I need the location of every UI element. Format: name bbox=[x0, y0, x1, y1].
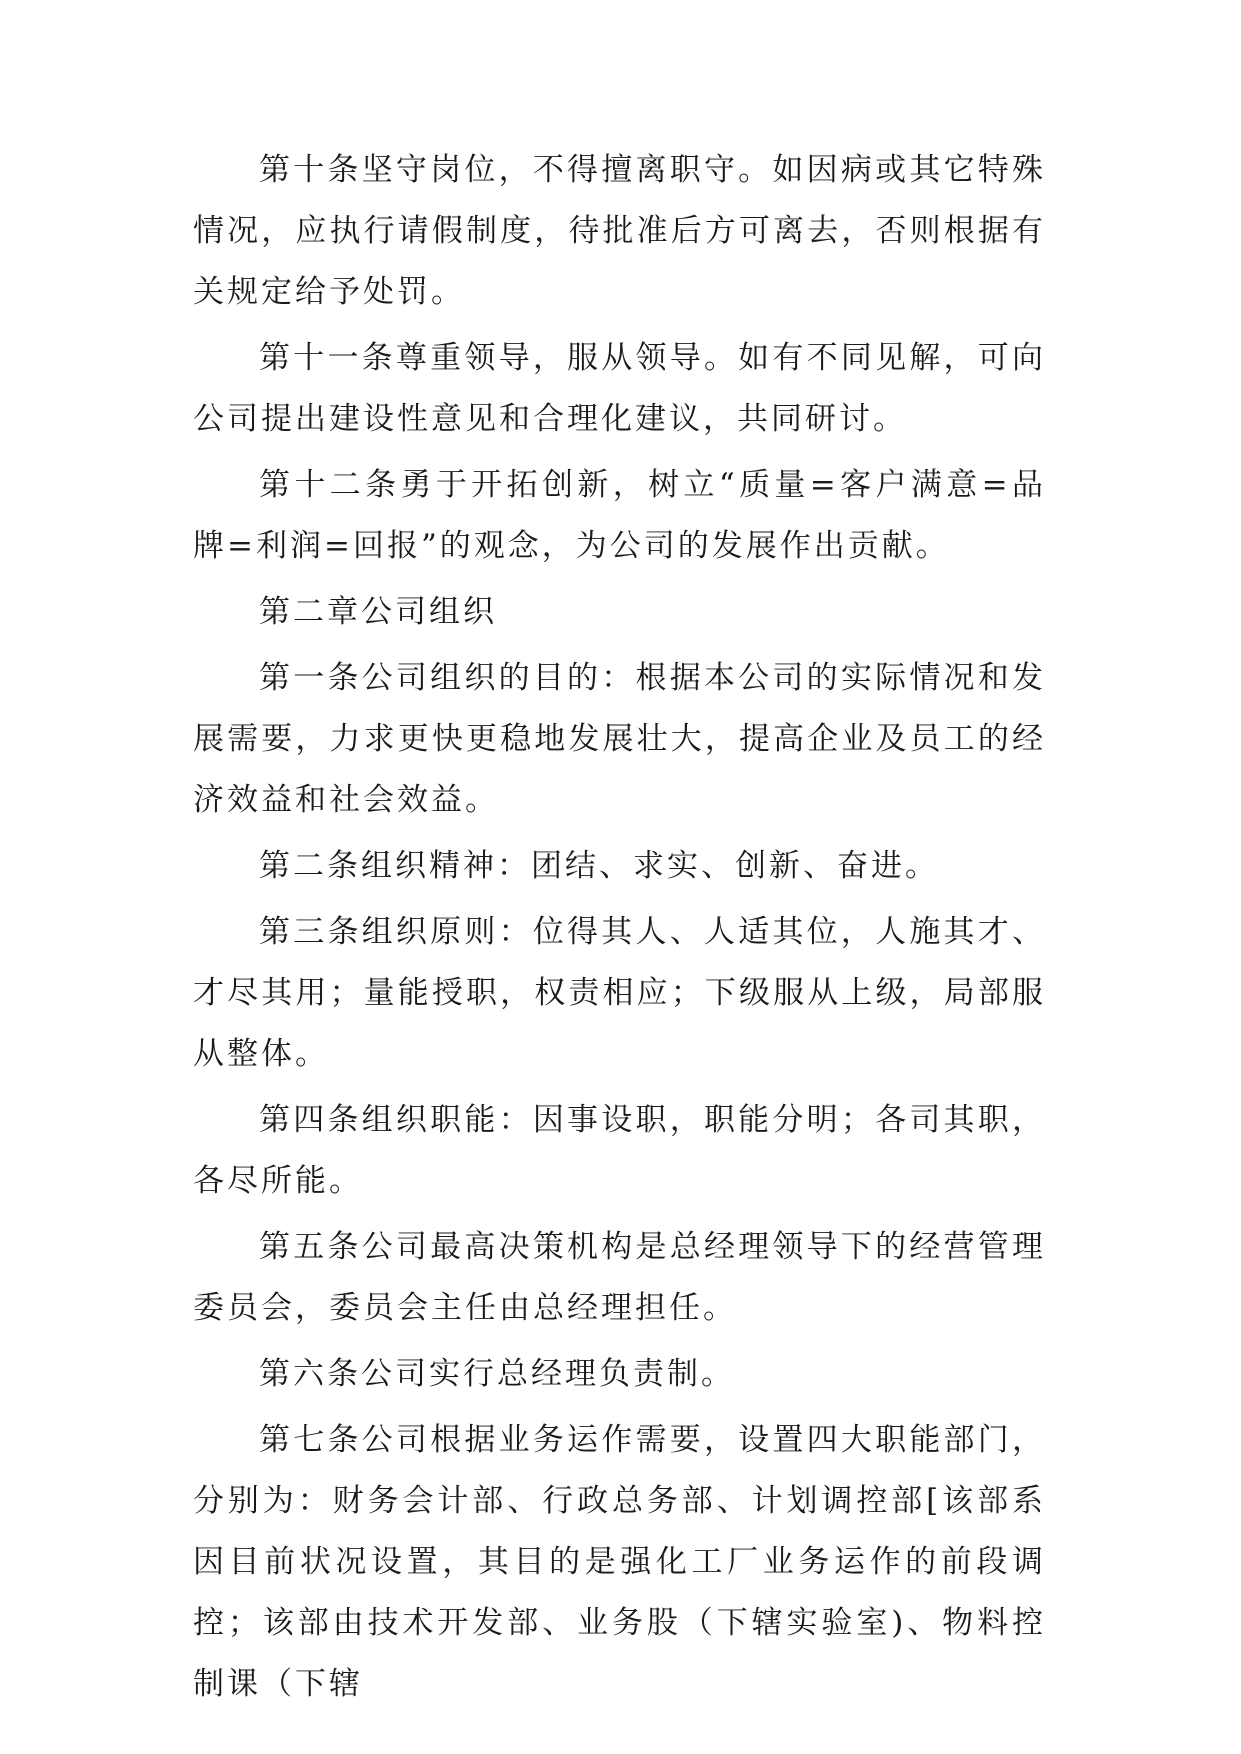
article-12-paragraph: 第十二条勇于开拓创新，树立“质量=客户满意=品牌=利润=回报”的观念，为公司的发展作出贡献。 bbox=[193, 467, 1046, 564]
chapter2-article-4-paragraph: 第四条组织职能：因事设职，职能分明；各司其职，各尽所能。 bbox=[193, 1102, 1046, 1199]
chapter-heading: 第二章公司组织 bbox=[259, 594, 497, 630]
chapter2-article-5-paragraph: 第五条公司最高决策机构是总经理领导下的经营管理委员会，委员会主任由总经理担任。 bbox=[193, 1229, 1046, 1326]
chapter2-article-3-paragraph: 第三条组织原则：位得其人、人适其位，人施其才、才尽其用；量能授职，权责相应；下级服从上级，局部服从整体。 bbox=[193, 914, 1046, 1072]
document-body bbox=[193, 140, 1046, 1720]
chapter2-article-2-paragraph: 第二条组织精神：团结、求实、创新、奋进。 bbox=[259, 848, 939, 884]
article-10-paragraph: 第十条坚守岗位，不得擅离职守。如因病或其它特殊情况，应执行请假制度，待批准后方可离去，否则根据有关规定给予处罚。 bbox=[193, 152, 1046, 310]
chapter2-article-6-paragraph: 第六条公司实行总经理负责制。 bbox=[259, 1356, 735, 1392]
chapter2-article-7-paragraph: 第七条公司根据业务运作需要，设置四大职能部门，分别为：财务会计部、行政总务部、计划调控部[该部系因目前状况设置，其目的是强化工厂业务运作的前段调控；该部由技术开发部、业务股（下辖实验室)、物料控制课（下辖 bbox=[193, 1422, 1046, 1702]
article-11-paragraph: 第十一条尊重领导，服从领导。如有不同见解，可向公司提出建设性意见和合理化建议，共同研讨。 bbox=[193, 340, 1046, 437]
chapter2-article-1-paragraph: 第一条公司组织的目的：根据本公司的实际情况和发展需要，力求更快更稳地发展壮大，提高企业及员工的经济效益和社会效益。 bbox=[193, 660, 1046, 818]
